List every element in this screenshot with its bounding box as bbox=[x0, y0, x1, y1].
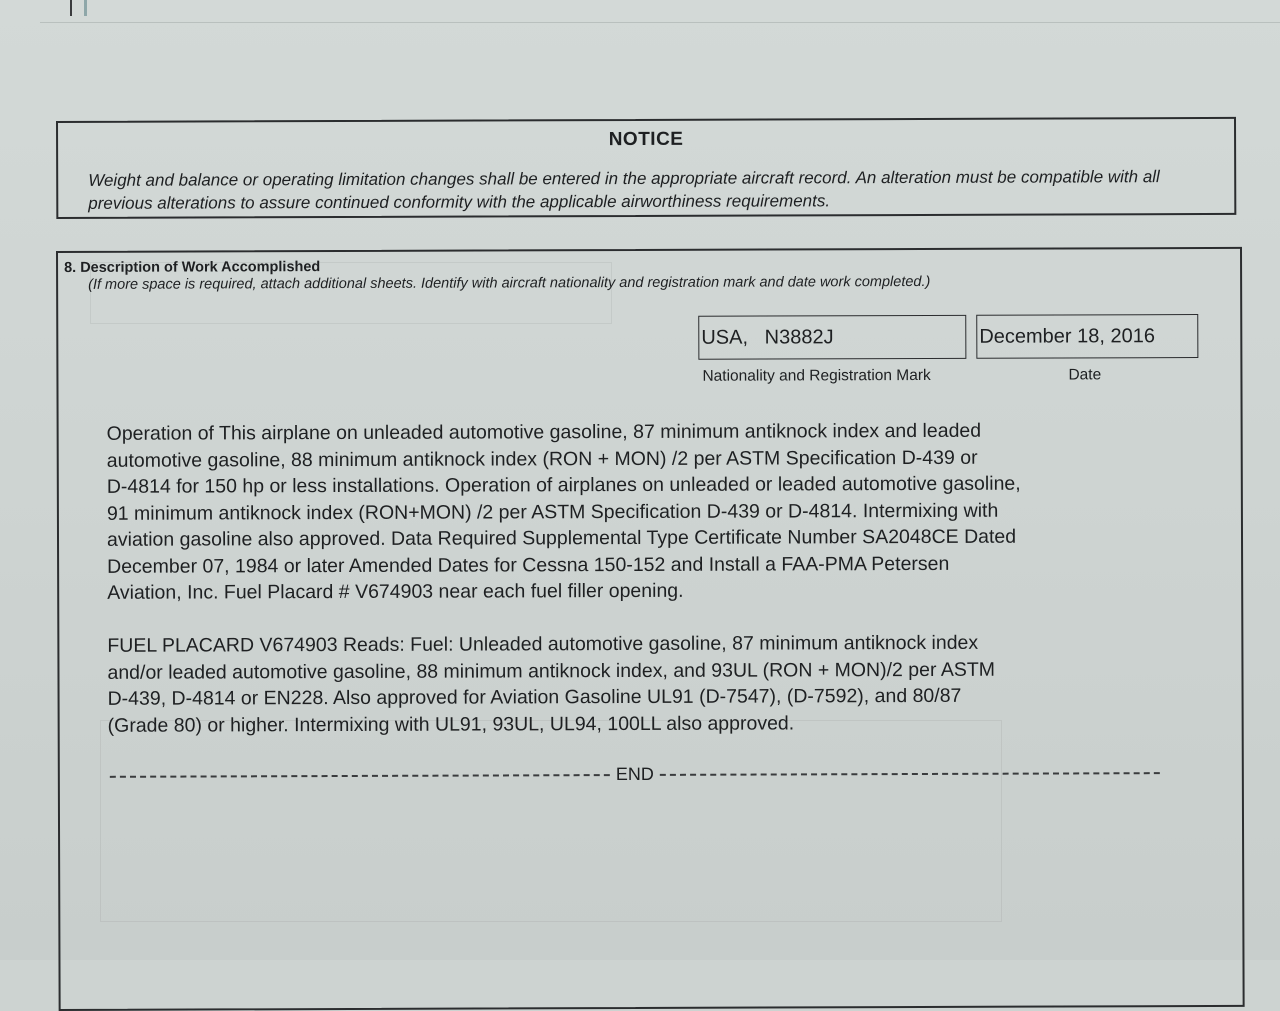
notice-box bbox=[56, 117, 1236, 219]
registration-label: Nationality and Registration Mark bbox=[702, 366, 931, 385]
work-description-paragraph: Operation of This airplane on unleaded automotive gasoline, 87 minimum antiknock index and leaded automotive gasoline, 88 minimum antiknock index (RON + MON) /2 per ASTM Specification D-439 or D-4814 for 150 hp or less installations. Operation of airplanes on unleaded or leaded automotive gasoline, 91 minimum antiknock index (RON+MON) /2 per ASTM Specification D-439 or D-4814. Intermixing with aviation gasoline also approved. Data Required Supplemental Type Certificate Number SA2048CE Dated December 07, 1984 or later Amended Dates for Cessna 150-152 and Install a FAA-PMA Petersen Aviation, Inc. Fuel Placard # V674903 near each fuel filler opening. bbox=[106, 419, 1021, 604]
date-field[interactable]: December 18, 2016 bbox=[976, 314, 1198, 359]
dashed-rule-right bbox=[660, 772, 1160, 776]
notice-text: Weight and balance or operating limitation changes shall be entered in the appropriate aircraft record. An alteration must be compatible with all previous alterations to assure continued conformity with the applicable airworthiness requirements. bbox=[88, 167, 1160, 213]
section-title: 8. Description of Work Accomplished bbox=[64, 259, 321, 276]
top-edge-mark-blue bbox=[84, 0, 87, 16]
notice-title: NOTICE bbox=[608, 128, 684, 151]
dashed-rule-left bbox=[110, 774, 610, 778]
section-instructions: (If more space is required, attach additional sheets. Identify with aircraft nationality and registration mark and date work completed.) bbox=[88, 273, 931, 293]
work-description-section bbox=[56, 247, 1245, 1011]
page-edge-line bbox=[40, 22, 1280, 23]
end-marker-line bbox=[110, 762, 1160, 787]
registration-field[interactable]: USA, N3882J bbox=[698, 315, 966, 360]
top-edge-mark bbox=[70, 0, 72, 16]
date-label: Date bbox=[1068, 366, 1102, 384]
fuel-placard-paragraph: FUEL PLACARD V674903 Reads: Fuel: Unleaded automotive gasoline, 87 minimum antiknock index and/or leaded automotive gasoline, 88 minimum antiknock index, and 93UL (RON + MON)/2 per ASTM D-439, D-4814 or EN228. Also approved for Aviation Gasoline UL91 (D-7547), (D-7592), and 80/87 (Grade 80) or higher. Intermixing with UL91, 93UL, UL94, 100LL also approved. bbox=[107, 631, 996, 737]
end-marker: END bbox=[615, 763, 654, 785]
